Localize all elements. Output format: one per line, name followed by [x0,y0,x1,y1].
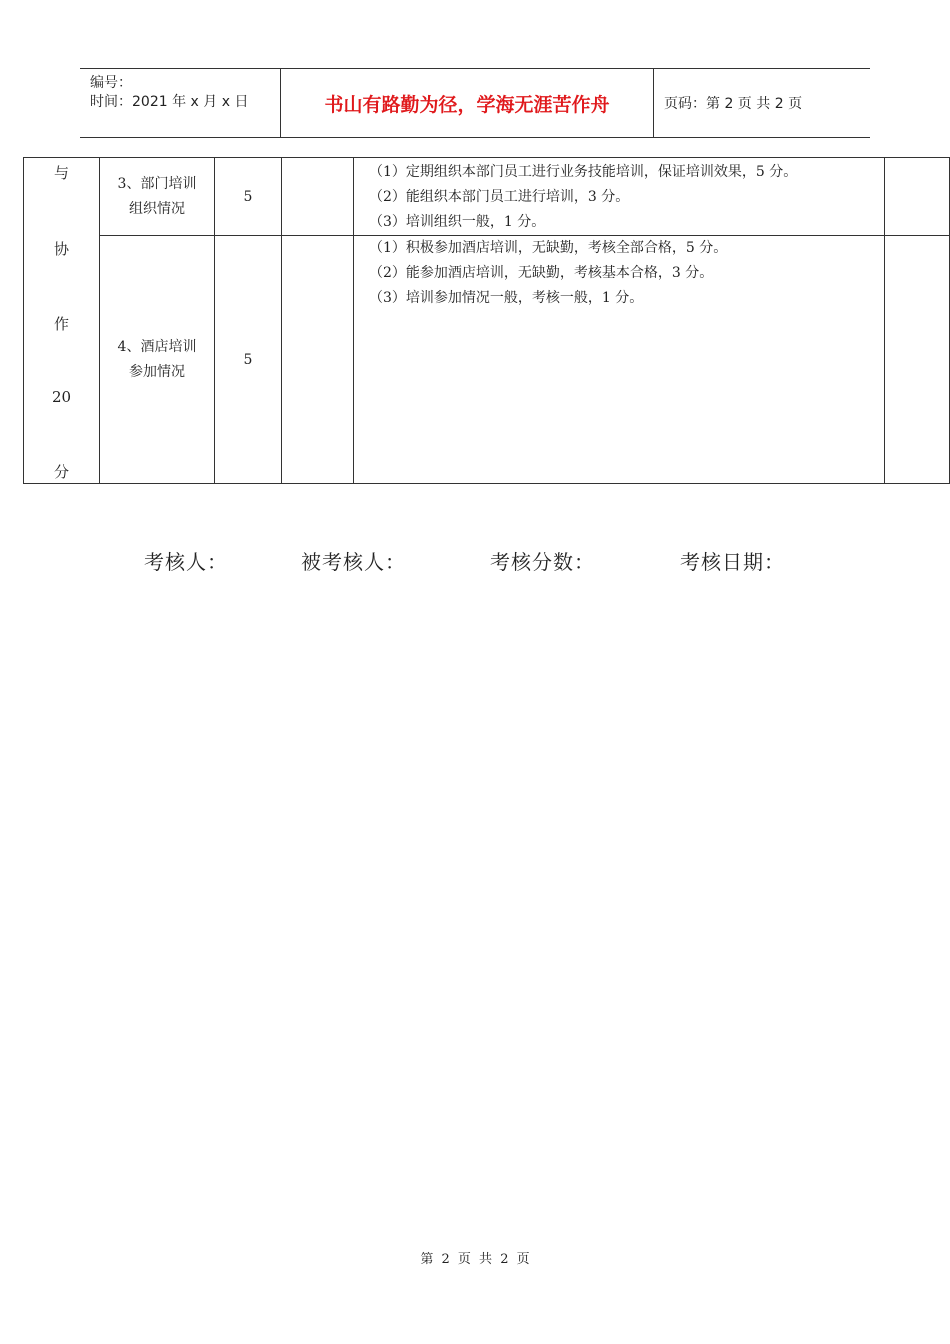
item-name-cell [100,236,215,484]
criteria-line: （3）培训组织一般，1 分。 [369,214,546,230]
table-row [24,158,950,236]
criteria-cell [354,158,885,236]
actual-score-cell[interactable] [282,236,354,484]
remarks-cell[interactable] [885,236,950,484]
category-char: 与 [53,164,69,182]
criteria-line: （2）能组织本部门员工进行培训，3 分。 [369,189,630,205]
category-char: 协 [53,240,69,258]
criteria-line: （2）能参加酒店培训，无缺勤，考核基本合格，3 分。 [369,265,714,281]
header-meta [80,69,281,137]
score-cell: 5 [215,236,282,484]
criteria-line: （3）培训参加情况一般，考核一般，1 分。 [369,290,644,306]
criteria-line: （1）积极参加酒店培训，无缺勤，考核全部合格，5 分。 [369,240,728,256]
criteria-line: （1）定期组织本部门员工进行业务技能培训，保证培训效果，5 分。 [369,164,798,180]
actual-score-cell[interactable] [282,158,354,236]
header-motto: 书山有路勤为径，学海无涯苦作舟 [281,69,654,137]
assessee-label: 被考核人： [301,550,406,574]
category-char: 分 [53,463,69,481]
date-label: 考核日期： [680,550,785,574]
page-header [80,68,870,138]
table-row [24,236,950,484]
header-date-line: 时间：2021 年 x 月 x 日 [90,94,249,110]
category-char: 20 [51,388,72,406]
page-footer: 第 2 页 共 2 页 [420,1252,530,1267]
criteria-cell [354,236,885,484]
header-number-label: 编号： [90,75,132,91]
item-name-line: 3、部门培训 [117,175,197,192]
assessment-table [23,157,950,484]
item-name-cell [100,158,215,236]
assessor-label: 考核人： [144,550,228,574]
score-label: 考核分数： [490,550,595,574]
remarks-cell[interactable] [885,158,950,236]
header-page-info: 页码：第 2 页 共 2 页 [664,96,803,112]
item-name-line: 4、酒店培训 [117,338,197,355]
item-name-line: 组织情况 [129,200,185,217]
category-char: 作 [53,315,69,333]
item-name-line: 参加情况 [129,363,185,380]
score-cell: 5 [215,158,282,236]
category-cell [24,158,100,484]
